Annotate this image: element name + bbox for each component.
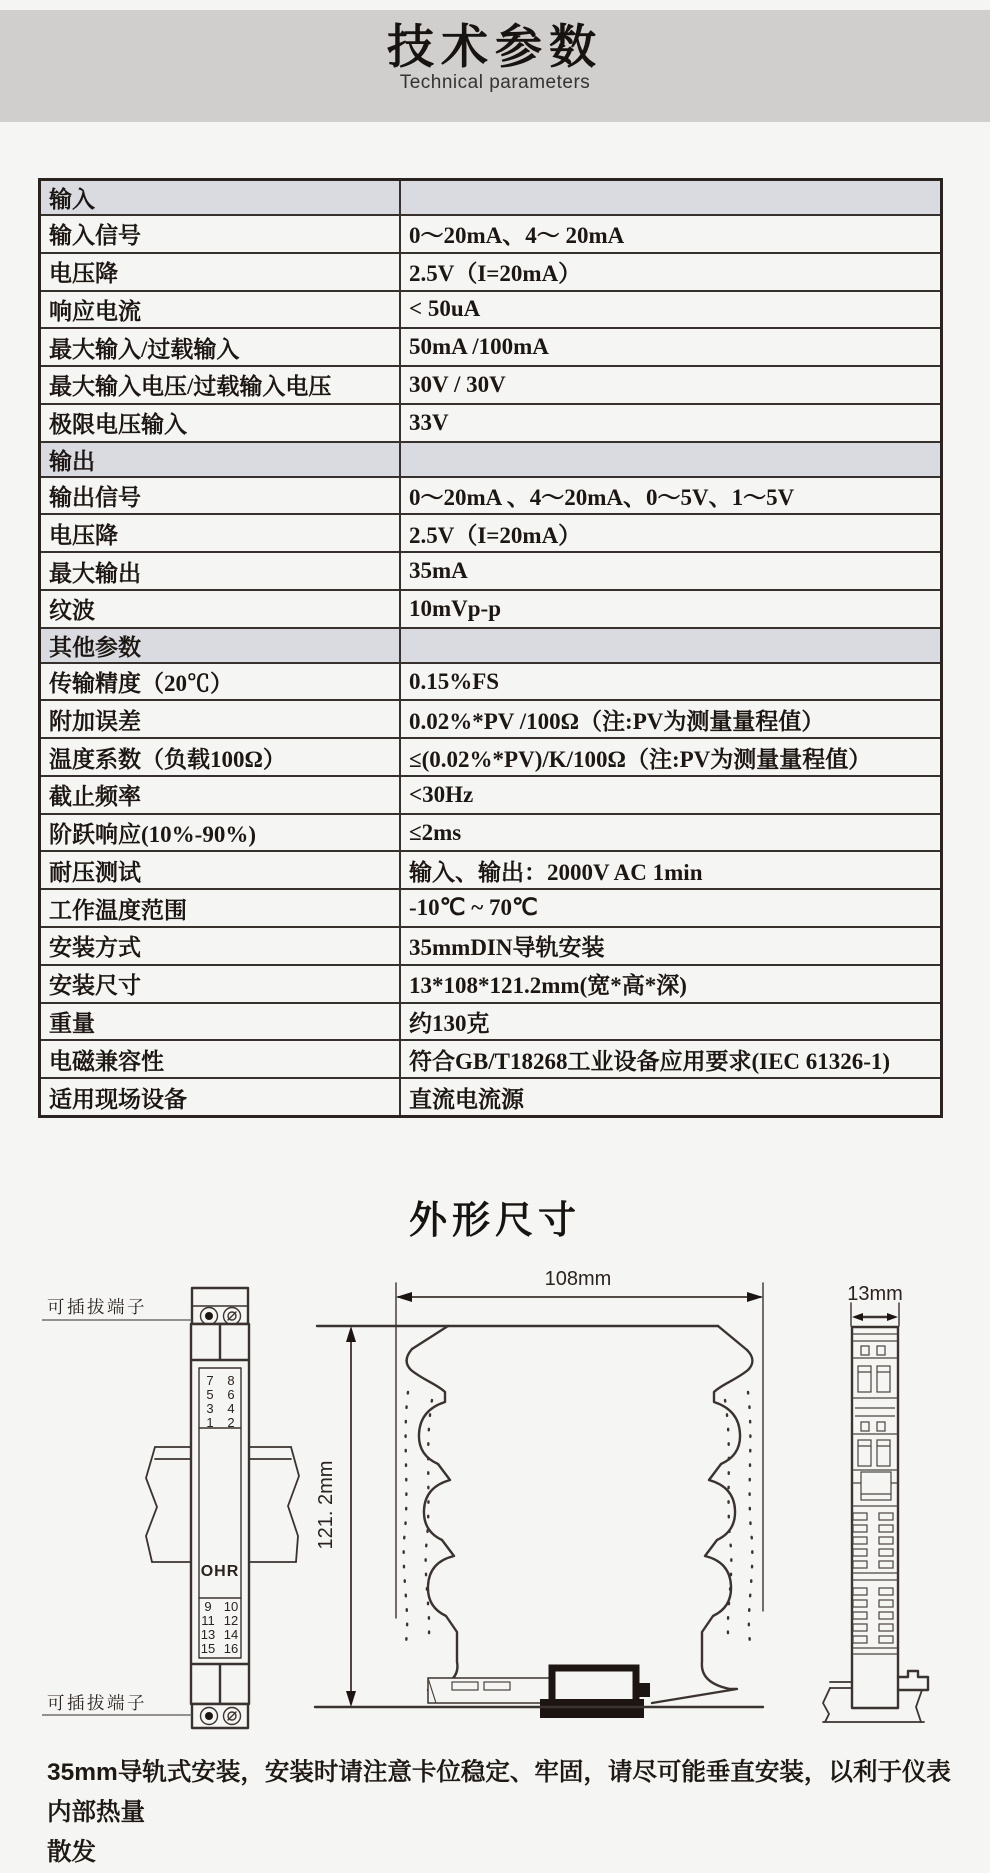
case-right-profile (652, 1350, 752, 1703)
spec-value (400, 628, 942, 663)
section-row (40, 180, 942, 216)
terminal-number: 6 (227, 1387, 235, 1402)
spec-value: 33V (400, 404, 942, 442)
spec-value: <30Hz (400, 776, 942, 814)
spec-label: 安装方式 (40, 927, 401, 965)
spec-value: 50mA /100mA (400, 328, 942, 366)
spec-value: 0.15%FS (400, 663, 942, 701)
installation-note-line1: 35mm导轨式安装，安装时请注意卡位稳定、牢固，请尽可能垂直安装，以利于仪表内部热量 (47, 1759, 951, 1826)
spec-label: 附加误差 (40, 700, 401, 738)
terminal-number: 15 (200, 1641, 216, 1656)
spec-value: ≤2ms (400, 814, 942, 852)
page-subtitle: Technical parameters (399, 72, 591, 93)
table-row (40, 1003, 942, 1041)
top-terminal-block (192, 1288, 248, 1325)
spec-label: 纹波 (40, 590, 401, 628)
side-body (852, 1327, 898, 1708)
spec-label: 重量 (40, 1003, 401, 1041)
spec-value: 0～20mA 、4～20mA、0～5V、1～5V (400, 477, 942, 515)
plug-terminal-label-top: 可插拔端子 (47, 1297, 147, 1317)
spec-value: 2.5V（I=20mA） (400, 253, 942, 291)
height-dimension-label: 121. 2mm (315, 1460, 337, 1550)
side-view (823, 1283, 928, 1722)
table-row (40, 552, 942, 590)
terminal-number: 7 (206, 1373, 214, 1388)
spec-label: 最大输入电压/过载输入电压 (40, 366, 401, 404)
terminal-number: 5 (206, 1387, 214, 1402)
section-label: 输入 (40, 180, 401, 216)
terminal-number: 10 (223, 1599, 239, 1614)
spec-label: 传输精度（20℃） (40, 663, 401, 701)
spec-value: 30V / 30V (400, 366, 942, 404)
table-row (40, 366, 942, 404)
installation-note (47, 1753, 963, 1873)
spec-value: -10℃ ~ 70℃ (400, 889, 942, 927)
spec-value (400, 180, 942, 216)
bottom-terminal-block (192, 1704, 248, 1728)
terminal-number: 8 (227, 1373, 235, 1388)
table-row (40, 738, 942, 776)
spec-label: 适用现场设备 (40, 1078, 401, 1116)
table-row (40, 404, 942, 442)
spec-label: 最大输出 (40, 552, 401, 590)
table-row (40, 776, 942, 814)
table-row (40, 215, 942, 253)
table-row (40, 889, 942, 927)
table-row (40, 927, 942, 965)
table-row (40, 1078, 942, 1116)
spec-label: 工作温度范围 (40, 889, 401, 927)
spec-value: 13*108*121.2mm(宽*高*深) (400, 965, 942, 1003)
spec-label: 安装尺寸 (40, 965, 401, 1003)
spec-value: 输入、输出：2000V AC 1min (400, 851, 942, 889)
spec-value: 符合GB/T18268工业设备应用要求(IEC 61326-1) (400, 1040, 942, 1078)
table-row (40, 328, 942, 366)
terminal-number: 16 (223, 1641, 239, 1656)
spec-value: 0～20mA、4～ 20mA (400, 215, 942, 253)
spec-label: 阶跃响应(10%-90%) (40, 814, 401, 852)
plug-terminal-label-bottom: 可插拔端子 (47, 1693, 147, 1713)
spec-label: 输出信号 (40, 477, 401, 515)
table-row (40, 1040, 942, 1078)
table-row (40, 663, 942, 701)
section-label: 输出 (40, 442, 401, 477)
section-row (40, 628, 942, 663)
spec-label: 电压降 (40, 514, 401, 552)
spec-label: 截止频率 (40, 776, 401, 814)
table-row (40, 514, 942, 552)
table-row (40, 814, 942, 852)
section-label: 其他参数 (40, 628, 401, 663)
table-row (40, 851, 942, 889)
spec-label: 最大输入/过载输入 (40, 328, 401, 366)
spec-value: 10mVp-p (400, 590, 942, 628)
section-row (40, 442, 942, 477)
spec-value: ≤(0.02%*PV)/K/100Ω（注:PV为测量量程值） (400, 738, 942, 776)
module-body (191, 1324, 249, 1704)
spec-value: 2.5V（I=20mA） (400, 514, 942, 552)
spec-label: 响应电流 (40, 291, 401, 329)
rail-lock-spring (540, 1668, 650, 1718)
front-view (315, 1268, 763, 1718)
terminal-number: 14 (223, 1627, 239, 1642)
spec-value: 0.02%*PV /100Ω（注:PV为测量量程值） (400, 700, 942, 738)
spec-value: 35mmDIN导轨安装 (400, 927, 942, 965)
terminal-number: 12 (223, 1613, 239, 1628)
table-row (40, 477, 942, 515)
table-row (40, 291, 942, 329)
terminal-number: 2 (227, 1415, 235, 1430)
spec-label: 温度系数（负载100Ω） (40, 738, 401, 776)
terminal-number: 11 (201, 1613, 215, 1628)
width-dimension-label: 108mm (544, 1268, 612, 1290)
terminal-number: 9 (204, 1599, 212, 1614)
left-view-din-rail-module (42, 1288, 299, 1728)
page-title: 技术参数 (387, 20, 603, 73)
table-row (40, 253, 942, 291)
terminal-number: 4 (227, 1401, 235, 1416)
outline-drawing (0, 1240, 990, 1745)
installation-note-line2: 散发 (47, 1839, 96, 1866)
table-row (40, 700, 942, 738)
spec-value: < 50uA (400, 291, 942, 329)
spec-value (400, 442, 942, 477)
table-row (40, 590, 942, 628)
terminal-number: 3 (206, 1401, 214, 1416)
spec-label: 输入信号 (40, 215, 401, 253)
spec-label: 耐压测试 (40, 851, 401, 889)
table-row (40, 965, 942, 1003)
terminal-number: 1 (206, 1415, 214, 1430)
depth-dimension-label: 13mm (847, 1283, 903, 1305)
spec-value: 直流电流源 (400, 1078, 942, 1116)
spec-value: 35mA (400, 552, 942, 590)
spec-table (38, 178, 943, 1118)
header-band (0, 10, 990, 122)
terminal-number: 13 (200, 1627, 216, 1642)
brand-logo: OHR (200, 1563, 240, 1580)
spec-label: 极限电压输入 (40, 404, 401, 442)
spec-label: 电压降 (40, 253, 401, 291)
outline-heading: 外形尺寸 (408, 1200, 581, 1242)
spec-label: 电磁兼容性 (40, 1040, 401, 1078)
spec-value: 约130克 (400, 1003, 942, 1041)
